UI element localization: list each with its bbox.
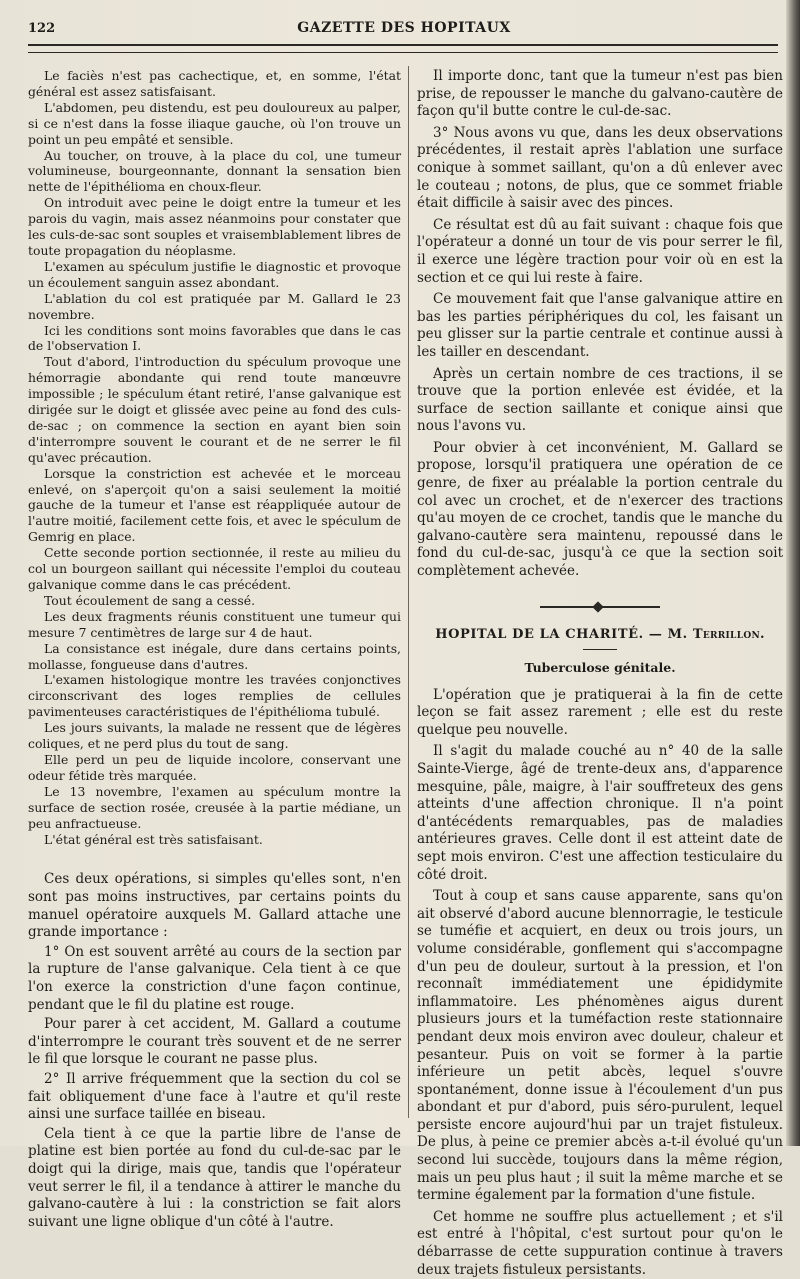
- left-column: [28, 68, 401, 1231]
- page-number: 122: [28, 21, 56, 36]
- header-rule: [28, 44, 778, 53]
- paragraph: Cet homme ne souffre plus actuellement ; et s'il est entré à l'hôpital, c'est surtout pour qu'on le débarrasse de cette suppuration continue à travers deux trajets fistuleux persistants.: [417, 1208, 783, 1278]
- paragraph: Les deux fragments réunis constituent une tumeur qui mesure 7 centimètres de large sur 4 de haut.: [28, 608, 401, 640]
- paragraph: Tout à coup et sans cause apparente, sans qu'on ait observé d'abord aucune blennorragie, le testicule se tuméfie et acquiert, en deux ou trois jours, un volume considérable, gonflement qui s'accompagne d'un peu de douleur, surtout à la pression, et l'on reconnaît immédiatement une épididymite inflammatoire. Les phénomènes aigus durent plusieurs jours et la tuméfaction reste stationnaire pendant deux mois environ avec douleur, chaleur et pesanteur. Puis on voit se former à la partie inférieure un petit abcès, lequel s'ouvre spontanément, donne issue à l'écoulement d'un pus abondant et pur d'abord, puis séro-purulent, lequel persiste encore aujourd'hui par un trajet fistuleux. De plus, à peine ce premier abcès a-t-il évolué qu'un second lui succède, toujours dans la même région, mais un peu plus haut ; il suit la même marche et se termine également par la formation d'une fistule.: [417, 888, 783, 1204]
- section-ornament: [540, 603, 660, 611]
- paragraph: Ici les conditions sont moins favorables que dans le cas de l'observation I.: [28, 322, 401, 354]
- paragraph: Le faciès n'est pas cachectique, et, en somme, l'état général est assez satisfaisant.: [28, 68, 401, 99]
- paragraph: 2° Il arrive fréquemment que la section du col se fait obliquement d'une face à l'autre et qu'il reste ainsi une surface taillée en biseau.: [28, 1070, 401, 1123]
- column-divider: [408, 66, 409, 1118]
- paragraph: Tout écoulement de sang a cessé.: [44, 592, 256, 608]
- paragraph: L'ablation du col est pratiquée par M. Gallard le 23 novembre.: [28, 290, 401, 322]
- paragraph: 3° Nous avons vu que, dans les deux observations précédentes, il restait après l'ablation une surface conique à sommet saillant, qu'on a dû enlever avec le couteau ; notons, de plus, que ce sommet friable était difficile à saisir avec des pinces.: [417, 124, 783, 212]
- paragraph: On introduit avec peine le doigt entre la tumeur et les parois du vagin, mais assez néanmoins pour constater que les culs-de-sac sont souples et vraisemblablement libres de toute propagation du néoplasme.: [28, 195, 401, 258]
- paragraph: Ces deux opérations, si simples qu'elles sont, n'en sont pas moins instructives, par certains points du manuel opératoire auxquels M. Gallard attache une grande importance :: [28, 871, 401, 941]
- paragraph: Au toucher, on trouve, à la place du col, une tumeur volumineuse, bourgeonnante, donnant la sensation bien nette de l'épithélioma en choux-fleur.: [28, 147, 401, 195]
- journal-title: GAZETTE DES HOPITAUX: [297, 20, 511, 36]
- right-column: [417, 68, 783, 1279]
- section-heading: [417, 627, 783, 642]
- hospital-name: HOPITAL DE LA CHARITÉ. — M.: [435, 626, 688, 642]
- paragraph: Tout d'abord, l'introduction du spéculum provoque une hémorragie abondante qui rend toute manœuvre impossible ; le spéculum étant retiré, l'anse galvanique est dirigée sur le doigt et glissée avec peine au fond des culs-de-sac ; on commence la section en ayant bien soin d'interrompre souvent le courant et de ne serrer le fil qu'avec précaution.: [28, 354, 401, 465]
- paragraph: Lorsque la constriction est achevée et le morceau enlevé, on s'aperçoit qu'on a saisi seulement la moitié gauche de la tumeur et l'anse est réappliquée autour de l'autre moitié, facilement cette fois, et avec le spéculum de Gemrig en place.: [28, 465, 401, 545]
- page-header: [28, 18, 780, 40]
- paragraph: L'état général est très satisfaisant.: [44, 831, 263, 847]
- paragraph: Les jours suivants, la malade ne ressent que de légères coliques, et ne perd plus du tout de sang.: [28, 720, 401, 752]
- paragraph: Cela tient à ce que la partie libre de l'anse de platine est bien portée au fond du cul-de-sac par le doigt qui la dirige, mais que, tandis que l'opérateur veut serrer le fil, il a tendance à attirer le manche du galvano-cautère à lui : la constriction se fait alors suivant une ligne oblique d'un côté à l'autre.: [28, 1125, 401, 1230]
- heading-rule: [583, 649, 617, 650]
- paragraph: La consistance est inégale, dure dans certains points, mollasse, fongueuse dans d'autres.: [28, 640, 401, 672]
- paragraph: Il importe donc, tant que la tumeur n'est pas bien prise, de repousser le manche du galvano-cautère de façon qu'il butte contre le cul-de-sac.: [417, 68, 783, 120]
- section-subtitle: Tuberculose génitale.: [524, 659, 676, 675]
- page-edge: [786, 0, 800, 1146]
- paragraph: Ce résultat est dû au fait suivant : chaque fois que l'opérateur a donné un tour de vis pour serrer le fil, il exerce une légère traction pour voir où en est la section et ce qui lui reste à faire.: [417, 216, 783, 286]
- paragraph: Elle perd un peu de liquide incolore, conservant une odeur fétide très marquée.: [28, 751, 401, 783]
- paragraph: L'examen au spéculum justifie le diagnostic et provoque un écoulement sanguin assez abondant.: [28, 258, 401, 290]
- paragraph: Pour parer à cet accident, M. Gallard a coutume d'interrompre le courant très souvent et de ne serrer le fil que lorsque le courant ne passe plus.: [28, 1016, 401, 1068]
- paragraph: L'abdomen, peu distendu, est peu douloureux au palper, si ce n'est dans la fosse iliaque gauche, où l'on trouve un point un peu empâté et sensible.: [28, 99, 401, 147]
- paragraph: Cette seconde portion sectionnée, il reste au milieu du col un bourgeon saillant qui nécessite l'emploi du couteau galvanique comme dans le cas précédent.: [28, 545, 401, 592]
- paragraph: 1° On est souvent arrêté au cours de la section par la rupture de l'anse galvanique. Cela tient à ce que l'on exerce la constriction d'une façon continue, pendant que le fil du platine est rouge.: [28, 943, 401, 1013]
- paragraph: Le 13 novembre, l'examen au spéculum montre la surface de section rosée, creusée à la partie médiane, un peu anfractueuse.: [28, 783, 401, 831]
- commentary: [28, 871, 401, 1231]
- paragraph: Pour obvier à cet inconvénient, M. Gallard se propose, lorsqu'il pratiquera une opération de ce genre, de fixer au préalable la portion centrale du col avec un crochet, et de n'exercer des tractions qu'au moyen de ce crochet, tandis que le manche du galvano-cautère sera maintenu, repoussé dans le fond du cul-de-sac, jusqu'à ce que la section soit complètement achevée.: [417, 439, 783, 580]
- paragraph: Ce mouvement fait que l'anse galvanique attire en bas les parties périphériques du col, les faisant un peu glisser sur la partie centrale et continue aussi à les tailler en descendant.: [417, 291, 783, 360]
- paragraph: L'examen histologique montre les travées conjonctives circonscrivant des loges remplies de cellules pavimenteuses caractéristiques de l'épithélioma tubulé.: [28, 672, 401, 720]
- lecturer-name: Terrillon.: [692, 626, 765, 642]
- paragraph: L'opération que je pratiquerai à la fin de cette leçon se fait assez rarement ; elle est du reste quelque peu nouvelle.: [417, 686, 783, 738]
- paragraph: Après un certain nombre de ces tractions, il se trouve que la portion enlevée est évidée, et la surface de section saillante et conique ainsi que nous l'avons vu.: [417, 365, 783, 435]
- case-notes: [28, 68, 401, 847]
- paragraph: Il s'agit du malade couché au n° 40 de la salle Sainte-Vierge, âgé de trente-deux ans, d'apparence mesquine, pâle, maigre, à l'air souffreteux des gens atteints d'une affection chronique. Il n'a point d'antécédents remarquables, pas de maladies antérieures graves. Celle dont il est atteint date de sept mois environ. C'est une affection testiculaire du côté droit.: [417, 743, 783, 883]
